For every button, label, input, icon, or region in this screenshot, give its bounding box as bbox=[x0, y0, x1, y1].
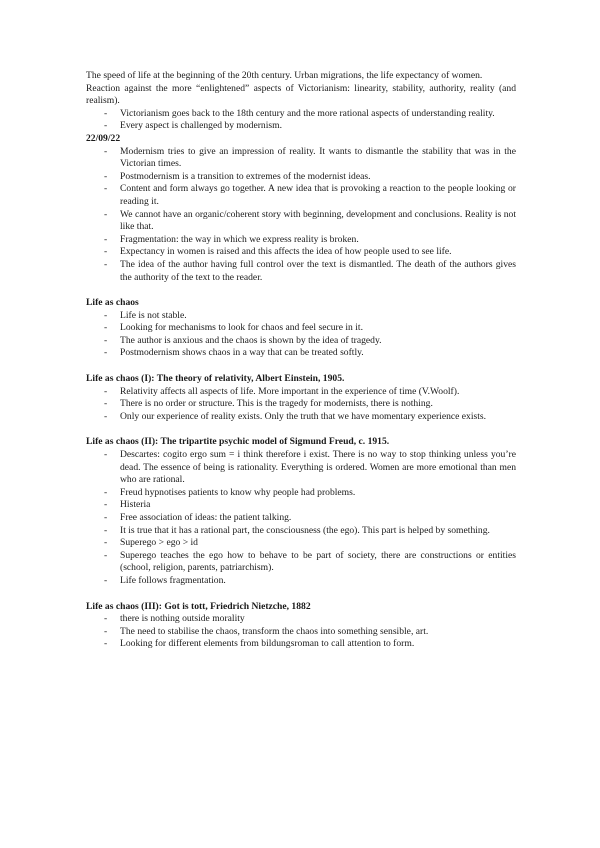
date-bullet-list bbox=[86, 146, 516, 285]
list-item: - Histeria bbox=[86, 499, 516, 512]
section-date: 22/09/22 bbox=[86, 132, 121, 144]
list-item: - Content and form always go together. A new idea that is provoking a reaction to the people looking or reading it. bbox=[86, 183, 516, 208]
list-item: - We cannot have an organic/coherent story with beginning, development and conclusions. Reality is not like that. bbox=[86, 209, 516, 234]
intro-paragraph-2: Reaction against the more “enlightened” aspects of Victorianism: linearity, stability, authority, reality (and realism). bbox=[86, 82, 516, 107]
list-item: - there is nothing outside morality bbox=[86, 613, 516, 626]
list-item: - The idea of the author having full control over the text is dismantled. The death of the authors gives the authority of the text to the reader. bbox=[86, 259, 516, 284]
list-item: - Free association of ideas: the patient talking. bbox=[86, 512, 516, 525]
list-item: - Freud hypnotises patients to know why people had problems. bbox=[86, 487, 516, 500]
chaos1-bullet-list bbox=[86, 386, 516, 424]
chaos2-bullet-list bbox=[86, 449, 516, 588]
list-item: - Superego > ego > id bbox=[86, 537, 516, 550]
list-item: - Looking for mechanisms to look for chaos and feel secure in it. bbox=[86, 322, 516, 335]
list-item: - Descartes: cogito ergo sum = i think therefore i exist. There is no way to stop thinking unless you’re dead. The essence of being is rationality. Everything is ordered. Women are more emotional than men who are rational. bbox=[86, 449, 516, 487]
intro-bullet-list bbox=[86, 108, 516, 133]
list-item: - The need to stabilise the chaos, transform the chaos into something sensible, art. bbox=[86, 626, 516, 639]
list-item: - It is true that it has a rational part, the consciousness (the ego). This part is helped by something. bbox=[86, 525, 516, 538]
document-page bbox=[86, 70, 516, 651]
list-item: - Fragmentation: the way in which we express reality is broken. bbox=[86, 234, 516, 247]
list-item: - Superego teaches the ego how to behave to be part of society, there are constructions or entities (school, religion, parents, patriarchism). bbox=[86, 550, 516, 575]
list-item: - Relativity affects all aspects of life. More important in the experience of time (V.Woolf). bbox=[86, 386, 516, 399]
list-item: - There is no order or structure. This is the tragedy for modernists, there is nothing. bbox=[86, 398, 516, 411]
list-item: - Expectancy in women is raised and this affects the idea of how people used to see life. bbox=[86, 246, 516, 259]
heading-life-as-chaos: Life as chaos bbox=[86, 297, 139, 309]
list-item: - Life is not stable. bbox=[86, 310, 516, 323]
list-item: - The author is anxious and the chaos is shown by the idea of tragedy. bbox=[86, 335, 516, 348]
list-item: - Looking for different elements from bildungsroman to call attention to form. bbox=[86, 638, 516, 651]
list-item: - Life follows fragmentation. bbox=[86, 575, 516, 588]
list-item: - Only our experience of reality exists. Only the truth that we have momentary experience exists. bbox=[86, 411, 516, 424]
chaos3-bullet-list bbox=[86, 613, 516, 651]
list-item: - Modernism tries to give an impression of reality. It wants to dismantle the stability that was in the Victorian times. bbox=[86, 146, 516, 171]
list-item: - Postmodernism shows chaos in a way that can be treated softly. bbox=[86, 347, 516, 360]
list-item: - Postmodernism is a transition to extremes of the modernist ideas. bbox=[86, 171, 516, 184]
heading-chaos-relativity: Life as chaos (I): The theory of relativity, Albert Einstein, 1905. bbox=[86, 373, 345, 385]
chaos-bullet-list bbox=[86, 310, 516, 360]
heading-chaos-freud: Life as chaos (II): The tripartite psychic model of Sigmund Freud, c. 1915. bbox=[86, 436, 390, 448]
list-item: - Victorianism goes back to the 18th century and the more rational aspects of understanding reality. bbox=[86, 108, 516, 121]
heading-chaos-nietzsche: Life as chaos (III): Got is tott, Friedrich Nietzche, 1882 bbox=[86, 600, 311, 612]
list-item: - Every aspect is challenged by modernism. bbox=[86, 120, 516, 133]
intro-paragraph-1: The speed of life at the beginning of the 20th century. Urban migrations, the life expectancy of women. bbox=[86, 70, 483, 81]
